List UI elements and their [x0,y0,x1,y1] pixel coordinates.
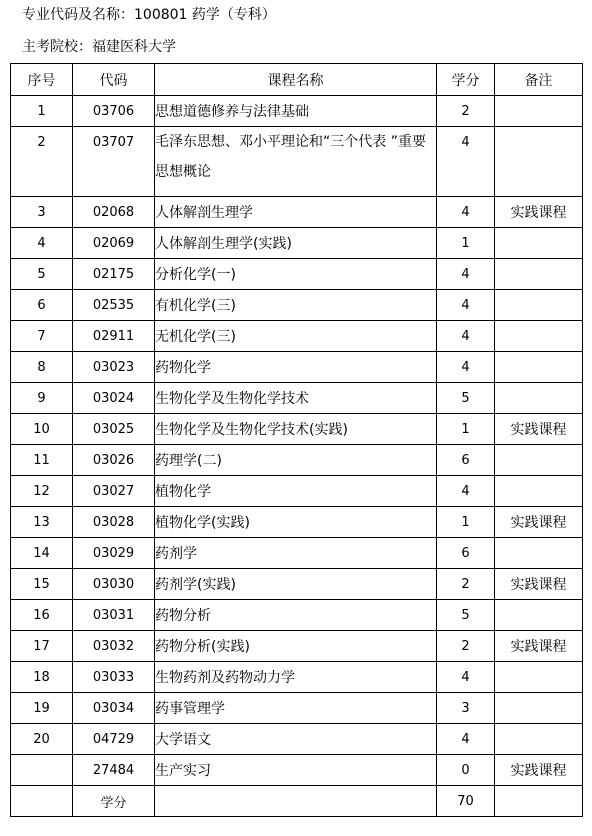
school-name: 福建医科大学 [92,39,176,55]
row-seq: 7 [11,321,73,352]
row-course-name: 药物分析(实践) [155,631,437,662]
row-code: 03034 [73,693,155,724]
row-note [495,445,583,476]
course-table [10,63,583,817]
row-note [495,96,583,127]
row-seq: 5 [11,259,73,290]
row-note: 实践课程 [495,755,583,786]
major-name: 药学（专科） [191,7,276,23]
table-row [11,476,583,507]
row-seq: 8 [11,352,73,383]
row-course-name: 生产实习 [155,755,437,786]
row-credit: 2 [437,569,495,600]
row-course-name: 药物化学 [155,352,437,383]
row-code: 03030 [73,569,155,600]
row-seq: 17 [11,631,73,662]
row-seq [11,755,73,786]
row-note [495,259,583,290]
table-row [11,662,583,693]
row-note [495,600,583,631]
row-credit: 4 [437,290,495,321]
row-code: 27484 [73,755,155,786]
table-row [11,445,583,476]
row-seq: 6 [11,290,73,321]
row-credit: 4 [437,724,495,755]
row-seq: 11 [11,445,73,476]
table-row [11,538,583,569]
row-course-name: 植物化学 [155,476,437,507]
header-course-name: 课程名称 [155,64,437,96]
row-code: 02911 [73,321,155,352]
row-course-name: 植物化学(实践) [155,507,437,538]
table-row [11,569,583,600]
row-code: 03029 [73,538,155,569]
row-course-name: 毛泽东思想、邓小平理论和“三个代表 ”重要思想概论 [155,127,437,197]
table-row [11,507,583,538]
row-note [495,662,583,693]
row-course-name: 药物分析 [155,600,437,631]
row-code: 03707 [73,127,155,197]
row-credit: 4 [437,662,495,693]
table-row [11,197,583,228]
row-course-name: 无机化学(三) [155,321,437,352]
row-code: 02175 [73,259,155,290]
table-row [11,724,583,755]
row-seq: 2 [11,127,73,197]
row-note: 实践课程 [495,414,583,445]
row-seq: 19 [11,693,73,724]
row-course-name: 思想道德修养与法律基础 [155,96,437,127]
row-seq: 1 [11,96,73,127]
row-code: 04729 [73,724,155,755]
major-code: 100801 [134,7,188,23]
row-note [495,228,583,259]
row-note: 实践课程 [495,197,583,228]
row-note: 实践课程 [495,507,583,538]
total-blank-name [155,786,437,817]
row-credit: 6 [437,538,495,569]
row-course-name: 药理学(二) [155,445,437,476]
row-code: 03026 [73,445,155,476]
total-blank-seq [11,786,73,817]
row-code: 03028 [73,507,155,538]
table-header-row [11,64,583,96]
table-row [11,290,583,321]
row-credit: 3 [437,693,495,724]
row-credit: 2 [437,631,495,662]
table-row [11,693,583,724]
table-row [11,414,583,445]
row-seq: 18 [11,662,73,693]
row-code: 03023 [73,352,155,383]
row-note [495,127,583,197]
table-row [11,259,583,290]
row-code: 02069 [73,228,155,259]
row-code: 03033 [73,662,155,693]
row-note [495,476,583,507]
row-seq: 3 [11,197,73,228]
row-seq: 16 [11,600,73,631]
row-credit: 1 [437,507,495,538]
table-row [11,96,583,127]
row-course-name: 有机化学(三) [155,290,437,321]
row-credit: 2 [437,96,495,127]
total-row [11,786,583,817]
row-code: 03024 [73,383,155,414]
row-code: 03706 [73,96,155,127]
row-seq: 13 [11,507,73,538]
row-seq: 14 [11,538,73,569]
row-credit: 4 [437,352,495,383]
row-note [495,538,583,569]
row-course-name: 分析化学(一) [155,259,437,290]
row-note [495,290,583,321]
row-credit: 4 [437,259,495,290]
row-credit: 1 [437,414,495,445]
row-course-name: 生物化学及生物化学技术 [155,383,437,414]
major-label: 专业代码及名称： [22,7,134,23]
row-credit: 4 [437,127,495,197]
row-note [495,693,583,724]
row-note: 实践课程 [495,631,583,662]
header-seq: 序号 [11,64,73,96]
row-course-name: 人体解剖生理学(实践) [155,228,437,259]
row-note [495,352,583,383]
row-course-name: 药剂学(实践) [155,569,437,600]
table-row [11,755,583,786]
table-row [11,631,583,662]
row-note [495,383,583,414]
row-credit: 6 [437,445,495,476]
row-seq: 20 [11,724,73,755]
table-row [11,352,583,383]
row-note: 实践课程 [495,569,583,600]
row-credit: 1 [437,228,495,259]
row-course-name: 生物药剂及药物动力学 [155,662,437,693]
row-note [495,321,583,352]
row-course-name: 大学语文 [155,724,437,755]
row-code: 02535 [73,290,155,321]
row-seq: 10 [11,414,73,445]
table-row [11,127,583,197]
table-row [11,228,583,259]
row-credit: 5 [437,383,495,414]
major-line [22,6,276,24]
row-note [495,724,583,755]
row-code: 03025 [73,414,155,445]
row-credit: 5 [437,600,495,631]
row-code: 03031 [73,600,155,631]
school-line [22,38,176,56]
row-code: 03032 [73,631,155,662]
total-credit: 70 [437,786,495,817]
row-credit: 4 [437,476,495,507]
row-seq: 12 [11,476,73,507]
row-course-name: 人体解剖生理学 [155,197,437,228]
row-course-name: 生物化学及生物化学技术(实践) [155,414,437,445]
total-blank-note [495,786,583,817]
row-credit: 0 [437,755,495,786]
course-table-body [11,96,583,817]
row-course-name: 药事管理学 [155,693,437,724]
table-row [11,383,583,414]
school-label: 主考院校： [22,39,92,55]
header-code: 代码 [73,64,155,96]
table-row [11,600,583,631]
header-credit: 学分 [437,64,495,96]
row-credit: 4 [437,197,495,228]
header-note: 备注 [495,64,583,96]
row-seq: 9 [11,383,73,414]
row-seq: 15 [11,569,73,600]
table-row [11,321,583,352]
row-code: 03027 [73,476,155,507]
row-credit: 4 [437,321,495,352]
row-course-name: 药剂学 [155,538,437,569]
row-code: 02068 [73,197,155,228]
row-seq: 4 [11,228,73,259]
total-label: 学分 [73,786,155,817]
